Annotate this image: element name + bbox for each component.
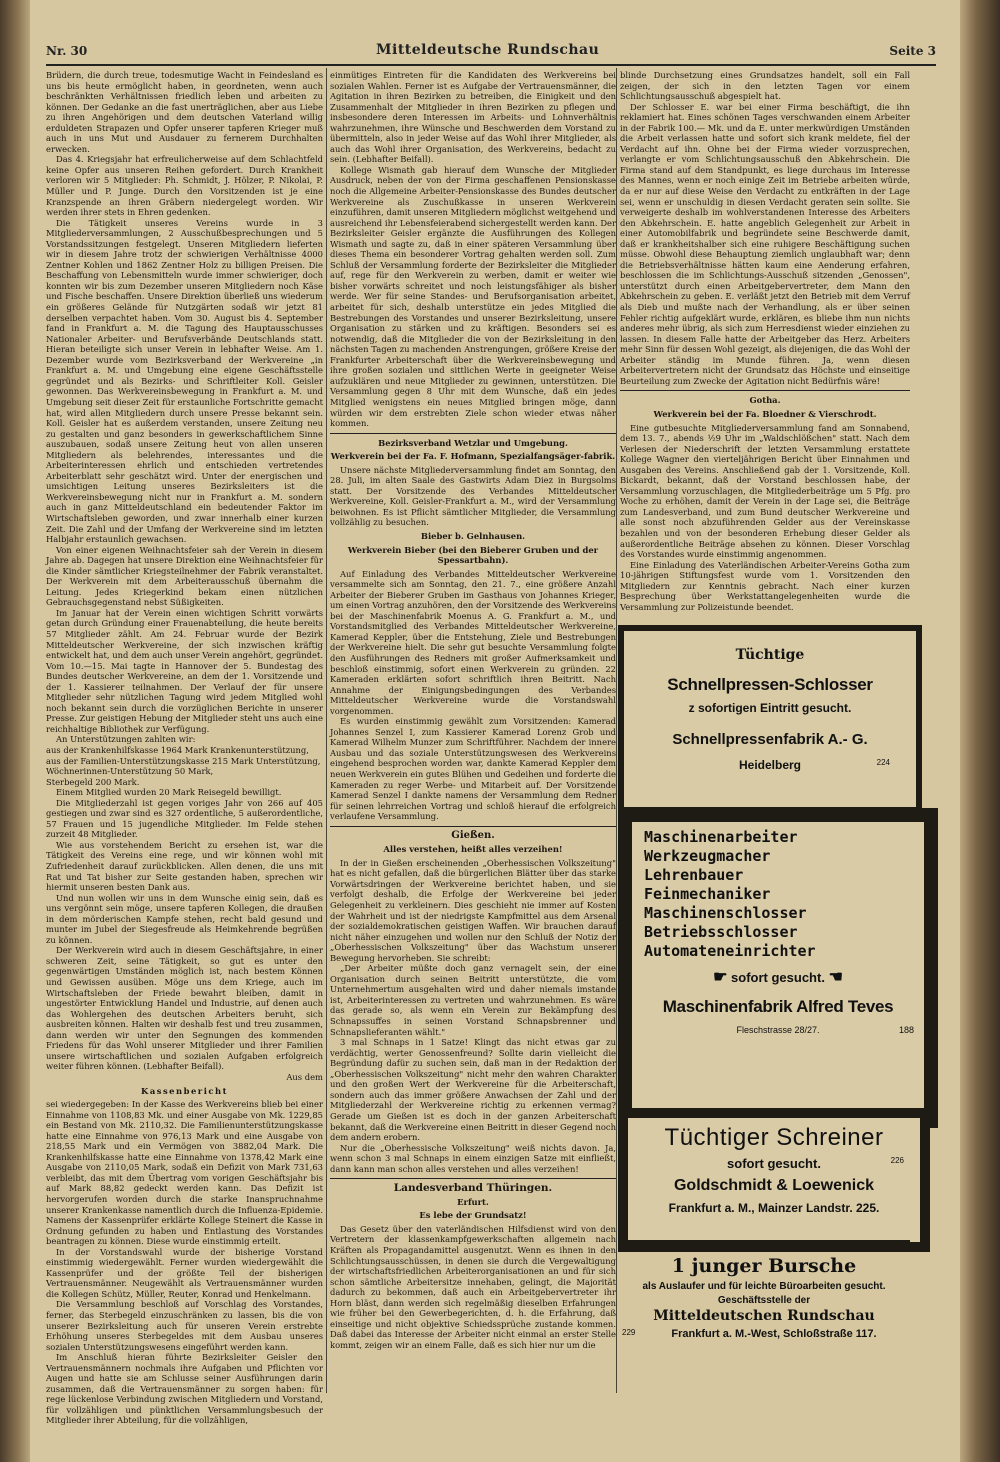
pointing-hand-icon: ☛ [713,969,728,986]
paragraph: Im Anschluß hieran führte Bezirksleiter Geisler den Vertrauensmännern nochmals ihre Aufgaben und Pflichten vor Augen und hatte sie am Schlusse seiner Ausführungen darin zusammen, daß die Vertrauensmänner zu sorgen haben: für rege lückenlose Verbindung zwischen Mitgliedern und Vorstand, für vollzähligen und pünktlichen Versammlungsbesuch der Mitglieder ihrer Abteilung, für die vollzähligen, [46,1352,323,1426]
ad-number: 229 [622,1328,636,1337]
section-subheading: Werkverein Bieber (bei den Bieberer Gruben und der Spessartbahn). [347,544,599,566]
paragraph: Das Gesetz über den vaterländischen Hilfsdienst wird von den Vertretern der klassenkampfgewerkschaften allgemein nach Kräften als Propagandamittel ausgenutzt. Wenn es ihnen in den Schlichtungsausschüssen, in denen sie durch die Vergewaltigung der wirtschaftsfriedlichen Arbeiterorganisationen an und für sich schon sämtliche Arbeitersitze innehaben, gelingt, die Majorität dadurch zu bekommen, daß auch ein Arbeitgebervertreter ihr Horn bläst, dann werden sich regelmäßig dieselben Erfahrungen wie früher bei den Gewerbegerichten, d. h. die Erfahrung, daß einseitige und nicht objektive Schiedssprüche zustande kommen. Daß dabei das Interesse der Arbeiter nicht einmal an erster Stelle kommt, zeigen wir an einem Falle, daß es sich hier nur um die [330,1223,616,1350]
issue-number: Nr. 30 [46,44,88,58]
ad-number: 188 [898,1025,914,1035]
ad-job-item: Feinmechaniker [644,885,771,903]
paragraph: „Der Arbeiter müßte doch ganz vernagelt sein, der eine Organisation durch seinen Beitritt unterstützte, die vom Unternehmertum ausgehalten wird und daher niemals imstande ist, Arbeiterinteressen zu vertreten und wahrzunehmen. Es wäre das gerade so, als wenn ein Verein zur Bekämpfung des Schnapssuffes in seinen Vorstand Schnapsbrenner und Schnapslieferanten wählt." [330,963,616,1037]
paragraph: Kollege Wismath gab hierauf dem Wunsche der Mitglieder Ausdruck, neben der von der Firma geschaffenen Pensionskasse noch die Allgemeine Arbeiter-Pensionskasse des Bundes deutscher Werkvereine als Zuschußkasse in unseren Werkverein einzuführen, damit unseren Mitgliedern möglichst weitgehend und ausreichend ihr Lebensfeierabend sichergestellt werden kann. Der Bezirksleiter Geisler ergänzte die Ausführungen des Kollegen Wismath und sagte zu, daß in einer späteren Versammlung über dieses Thema ein besonderer Vortrag gehalten werden soll. Zum Schluß der Versammlung forderte der Bezirksleiter die Mitglieder auf, rege für den Werkverein zu werben, damit er weiter wie bisher vorwärts schreitet und noch leistungsfähiger als bisher werde. Wer für seine Standes- und Berufsorganisation arbeitet, arbeitet für sich, deshalb unterstütze ein jedes Mitglied die Bestrebungen des Vorstandes und unserer Bezirksleitung, unsere Organisation zu stärken und zu kräftigen. Besonders sei es notwendig, daß die Mitglieder die von der Bezirksleitung in den nächsten Tagen zu machenden Anstrengungen, größere Kreise der Frankfurter Arbeiterschaft über die Werkvereinsbewegung und ihre großen sozialen und sittlichen Werte in geeigneter Weise aufzuklären und neue Mitglieder zu gewinnen, unterstützen. Die Versammlung gegen 8 Uhr mit dem Wunsche, daß ein jedes Mitglied wenigstens ein neues Mitglied bringen möge, dann würden wir dem erstrebten Ziele schon wieder etwas näher kommen. [330,164,616,429]
paragraph: Von einer eigenen Weihnachtsfeier sah der Verein in diesem Jahre ab. Dagegen hat unsere Direktion eine Weihnachtsfeier für die Kinder sämtlicher Kriegsteilnehmer der Fabrik veranstaltet. Der Werkverein mit dem Arbeiterausschuß übernahm die Leitung. Jedes Kriegerkind bekam einen nützlichen Gebrauchsgegenstand nebst Süßigkeiten. [46,544,323,608]
paragraph: Die Tätigkeit unseres Vereins wurde in 3 Mitgliederversammlungen, 2 Ausschußbesprechungen und 5 Vorstandssitzungen festgelegt. Unseren Mitgliedern lieferten wir in diesem Jahre trotz der schwierigen Verhältnisse 4000 Zentner Kohlen und 1862 Zentner Holz zu billigen Preisen. Die Beschaffung von Lebensmitteln wurde immer schwieriger, doch konnten wir bis zum Dezember unseren Mitgliedern noch Käse und Fische beschaffen. Unsere Direktion überließ uns wiederum ein größeres Gelände für Nutzgärten sodaß wir jetzt 81 derselben verpachtet haben. Vom 30. August bis 4. September fand in Frankfurt a. M. die Tagung des Hauptausschusses Nationaler Arbeiter- und Berufsverbände Deutschlands statt. Hieran beteiligte sich unser Verein in lebhafter Weise. Am 1. Dezember wurde vom Bezirksverband der Werkvereine „in Frankfurt a. M. und Umgebung eine eigene Geschäftsstelle gegründet und als Bezirks- und Schriftleiter Koll. Geisler gewonnen. Das Werkvereinsbewegung in Frankfurt a. M. und Umgebung seit dieser Zeit für erstaunliche Fortschritte gemacht hat, wird allen Mitgliedern durch unsere Presse bekannt sein. Koll. Geisler hat es außerdem verstanden, unsere Zeitung neu zu gestalten und ganz besonders in gewerkschaftlichem Sinne auszubauen, sodaß unsere Zeitung heut von allen unseren Mitgliedern als belehrendes, interessantes und die Arbeiterinteressen ehrlich und entschieden vertretendes Arbeiterblatt sehr geschätzt wird. Unter der energischen und umsichtigen Leitung unseres Bezirksleiters ist die Werkvereinsbewegung nicht nur in Frankfurt a. M. sondern auch in ganz Mitteldeutschland ein bedeutender Faktor im Wirtschaftsleben geworden, und zwar innerhalb einer kurzen Zeit. Die Zahl und der Umfang der Werkvereine sind im letzten Halbjahr erstaunlich gewachsen. [46,217,323,545]
ad-job-item: Automateneinrichter [644,942,816,960]
ad-text: sofort gesucht. [731,970,825,985]
paragraph: Der Schlosser E. war bei einer Firma beschäftigt, die ihn reklamiert hat. Eines schönen Tages verschwanden einem Arbeiter in der Fabrik 100.— Mk. und da E. unter merkwürdigen Umständen die Arbeit verlassen hatte und sofort sich krank meldete, fiel der Verdacht auf ihn. Ohne bei der Firma wieder vorzusprechen, verlangte er vom Schlichtungsausschuß den Abkehrschein. Die Firma stand auf dem Standpunkt, es liege durchaus im Interesse des Mannes, wenn er noch einige Zeit im Betriebe arbeiten würde, da er nur auf diese Weise den Verdacht zu entkräften in der Lage sei, wenn er unschuldig in diesen Verdacht geraten sein sollte. Sie verweigerte deshalb im wohlverstandenen Interesse des Arbeiters den Abkehrschein. E. hatte angeblich Gelegenheit zur Arbeit in einer Automobilfabrik und begründete seine Beschwerde damit, daß er krankheitshalber sich eine ruhigere Beschäftigung suchen müsse. Obwohl diese Behauptung ziemlich unglaubhaft war; denn die Betriebsverhältnisse hätten kaum eine Aenderung erfahren, beschlossen die im Schlichtungs-Ausschuß sitzenden „Genossen", unterstützt durch einen Arbeitgebervertreter, dem Mann den Abkehrschein zu geben. E. verläßt jetzt den Betrieb mit dem Verruf als Dieb und mußte nach der Verhandlung, als er über seinen Fehler richtig aufgeklärt wurde, erklären, es bliebe ihm nun nichts anderes mehr übrig, als sich zum Herresdienst wieder einziehen zu lassen. In diesem Falle hatte der Arbeitgeber das Herz. Arbeiters mehr Sinn für dessen Wohl gezeigt, als diejenigen, die das Wohl der Arbeiter ständig im Munde führen. Ja, wenn diesen Arbeitervertretern nicht der Grundsatz das Höchste und einseitige Beurteilung zum Zwecke der Agitation nicht Bedürfnis wäre! [620,101,910,386]
advertisement-bursche [618,1240,910,1388]
paragraph: Der Werkverein wird auch in diesem Geschäftsjahre, in einer schweren Zeit, seine Tätigkeit, so gut es unter den gegenwärtigen Umständen möglich ist, nach bestem Können und Gewissen ausüben. Möge uns dem Kriege, auch im Wirtschaftsleben der Friede bewahrt bleiben, damit in ungestörter Entwicklung Handel und Industrie, auf denen auch das Wohlergehen des deutschen Arbeiters beruht, sich ausbreiten können. Halten wir deshalb fest und treu zusammen, dann werden wir unter den Segnungen des kommenden Friedens für das Wohl unserer Mitglieder und ihrer Familien unsere wirtschaftlichen und sozialen Aufgaben erfolgreich weiter führen können. (Lebhafter Beifall). [46,945,323,1072]
section-heading: Gotha. [749,395,781,406]
divider [330,826,616,827]
column-2 [330,70,616,1390]
section-subheading: Werkverein bei der Fa. Bloedner & Vierschrodt. [653,408,877,419]
paragraph: Das 4. Kriegsjahr hat erfreulicherweise auf dem Schlachtfeld keine Opfer aus unseren Reihen gefordert. Durch Krankheit verloren wir 5 Mitglieder: Ph. Schmidt, J. Hölzer, P. Nikolai, P. Müller und P. Junge. Durch den Vorsitzenden ist je eine Kranzspende an ihren Gräbern niedergelegt worden. Wir werden ihrer stets in Ehren gedenken. [46,154,323,218]
paragraph: Die Mitgliederzahl ist gegen voriges Jahr von 266 auf 405 gestiegen und zwar sind es 327 ordentliche, 5 außerordentliche, 57 Frauen und 15 jugendliche Mitglieder. Im Felde stehen zurzeit 48 Mitglieder. [46,797,323,840]
ad-text: Schnellpressenfabrik A.- G. [672,731,868,748]
paragraph: Es wurden einstimmig gewählt zum Vorsitzenden: Kamerad Johannes Senzel I, zum Kassierer Kamerad Lorenz Grob und Kamerad Wilhelm Munzer zum Schriftführer. Nachdem der innere Ausbau und das soziale Unterstützungswesen des Werkvereins eingehend besprochen worden war, dankte Kamerad Keppler dem neuen Werkverein ein gutes Blühen und Gedeihen und forderte die Kameraden zu reger Werbe- und Mitarbeit auf. Der Vorsitzende Kamerad Senzel I dankte namens der Versammlung dem Redner für seinen lehrreichen Vortrag und schloß hierauf die erfolgreich verlaufene Versammlung. [330,716,616,822]
column-divider [326,68,327,1393]
ad-headline: Tüchtiger Schreiner [664,1124,884,1151]
ad-job-item: Werkzeugmacher [644,847,771,865]
ad-text: als Auslaufer und für leichte Büroarbeiten gesucht. [642,1281,886,1292]
ad-text: Geschäftsstelle der [717,1295,811,1306]
column-divider [616,68,617,1393]
ad-sofort-line [628,1156,920,1171]
ad-text: Mitteldeutschen Rundschau [653,1308,875,1324]
book-gutter [0,0,30,1462]
ad-firm: Maschinenfabrik Alfred Teves [662,997,894,1016]
paragraph: Unsere nächste Mitgliederversammlung findet am Sonntag, den 28. Juli, im alten Saale des Gastwirts Adam Diez in Burgsolms statt. Der Vorsitzende des Verbandes Mitteldeutscher Werkvereine, Koll. Geisler-Frankfurt a. M., wird der Versammlung beiwohnen. Es ist Pflicht sämtlicher Mitglieder, die Versammlung vollzählig zu besuchen. [330,464,616,528]
section-heading: Landesverband Thüringen. [393,1182,553,1195]
paragraph: Im Januar hat der Verein einen wichtigen Schritt vorwärts getan durch Gründung einer Frauenabteilung, die heute bereits 57 Mitglieder zählt. Am 24. Februar wurde der Bezirk Mitteldeutscher Werkvereine, der sich inzwischen kräftig entwickelt hat, und dem auch unser Verein angehört, gegründet. Vom 10.—15. Mai tagte in Hannover der 5. Bundestag des Bundes deutscher Werkvereine, an dem der 1. Vorsitzende und der 1. Kassierer teilnahmen. Der Verlauf der für unsere Mitglieder sehr nützlichen Tagung wird jedem Mitglied wohl noch bekannt sein durch die vorzüglichen Berichte in unserer Presse. Zur geistigen Hebung der Mitglieder steht uns auch eine reichhaltige Bibliothek zur Verfügung. [46,607,323,734]
ad-job-item: Betriebsschlosser [644,923,798,941]
section-subheading: Erfurt. [457,1196,489,1207]
divider [330,433,616,434]
column-1 [46,70,323,1426]
section-subheading: Es lebe der Grundsatz! [419,1210,527,1221]
divider [330,1178,616,1179]
section-heading: Gießen. [451,829,495,841]
page-sheet [30,0,962,1462]
ad-text: Tüchtige [735,647,805,663]
section-heading: Bieber b. Gelnhausen. [420,530,526,541]
ad-firm: Goldschmidt & Loewenick [673,1177,875,1194]
paragraph: 3 mal Schnaps in 1 Satze! Klingt das nicht etwas gar zu verdächtig, werter Genossenfreund? Sollte darin vielleicht die Begründung dafür zu suchen sein, daß man in der Redaktion der „Oberhessischen Volkszeitung" nicht mehr den wahren Charakter und den großen Wert der Werkvereine für die Arbeiterschaft, sondern auch das immer größere Anwachsen der Zahl und der Mitgliederzahl der Werkvereine richtig zu erkennen vermag? Gerade um Gießen ist es doch in der ganzen Arbeiterschaft bekannt, daß die Werkvereine einen Beitritt in dieser Gegend noch dem andern erobern. [330,1037,616,1143]
paragraph: In der Vorstandswahl wurde der bisherige Vorstand einstimmig wiedergewählt. Ferner wurden wiedergewählt die Kassenprüfer und der größte Teil der bisherigen Vertrauensmänner. Neugewählt als Vertrauensmänner wurden die Kollegen Schütz, Müller, Reuter, Konrad und Henkelmann. [46,1246,323,1299]
section-subheading: Alles verstehen, heißt alles verzeihen! [383,844,563,855]
pointing-hand-icon: ☚ [828,969,843,986]
section-heading: Kassenbericht [141,1085,228,1096]
ad-job-item: Maschinenschlosser [644,904,807,922]
ad-text: Fleschstrasse 28/27. [736,1025,820,1035]
paragraph: Auf Einladung des Verbandes Mitteldeutscher Werkvereine versammelte sich am Sonntag, den 21. 7., eine größere Anzahl Arbeiter der Bieberer Gruben im Gasthaus von Johannes Krieger, um einen Vortrag anzuhören, den der Vorsitzende des Werkvereins bei der Maschinenfabrik Moenus A. G. Frankfurt a. M., und Vorstandsmitglied des Verbandes Mitteldeutscher Werkvereine, Kamerad Keppler, über die Entstehung, Ziele und Bestrebungen der Werkvereine hielt. Die sehr gut besuchte Versammlung folgte den Ausführungen des Redners mit großer Aufmerksamkeit und beschloß einstimmig, sofort einen Werkverein zu gründen. 22 Kameraden erklärten sofort schriftlich ihren Beitritt. Nach Annahme der Einigungsbedingungen des Verbandes Mitteldeutscher Werkvereine wurde die Vorstandswahl vorgenommen. [330,568,616,716]
ad-text: Frankfurt a. M.-West, Schloßstraße 117. [671,1328,877,1340]
paragraph: Eine Einladung des Vaterländischen Arbeiter-Vereins Gotha zum 10-jährigen Stiftungsfest wurde vom 1. Vorsitzenden den Mitgliedern zur Kenntnis gebracht. Nach einer kurzen Besprechung über Werkstattangelegenheiten wurde die Versammlung zur Polizeistunde beendet. [620,559,910,612]
ad-address-line [618,1328,910,1340]
column-3 [620,70,910,625]
ad-sofort-line [632,967,924,987]
paragraph: sei wiedergegeben: In der Kasse des Werkvereins blieb bei einer Einnahme von 1108,83 Mk. und einer Ausgabe von Mk. 1229,85 ein Bestand von Mk. 2110,32. Die Familienunterstützungskasse hatte eine Einnahme von 976,13 Mark und eine Ausgabe von 218,55 Mark und ein Vermögen von 3882,04 Mark. Die Krankenhilfskasse hatte eine Einnahme von 1378,42 Mark eine Ausgabe von 2110,05 Mark, sodaß ein Defizit von Mark 731,63 verbleibt, das mit dem Übertrag vom vorigen Geschäftsjahr bis auf Mark 88,82 gedeckt werden kann. Das Defizit ist hervorgerufen worden durch die starke Inanspruchnahme unserer Krankenkasse namentlich durch die Influenza-Epidemie. Namens der Kassenprüfer erklärte Kollege Steinert die Kasse in Ordnung gefunden zu haben und Entlastung des Vorstandes beantragen zu können. Diese wurde einstimmig erteilt. [46,1099,323,1247]
ad-city-line [624,758,916,772]
ad-address-line [632,1025,924,1035]
section-heading: Bezirksverband Wetzlar und Umgebung. [378,437,568,448]
paragraph: Brüdern, die durch treue, todesmutige Wacht in Feindesland es uns bis heute ermöglicht haben, in geordneten, wenn auch beschränkten Verhältnissen friedlich leben und arbeiten zu können. Der Gedanke an die fast unerträglichen, aber aus Liebe zu ihren Angehörigen und dem deutschen Vaterland willig erduldeten Strapazen und Opfer unserer tapferen Krieger muß auch in uns Mut und Ausdauer zu fernerem Durchhalten erwecken. [46,70,323,154]
advertisement-teves [618,808,938,1128]
ad-job-item: Maschinenarbeiter [644,828,798,846]
advertisement-goldschmidt [618,1108,930,1252]
ad-text: Schnellpressen-Schlosser [667,675,873,694]
ad-number: 224 [876,758,890,767]
ad-text: sofort gesucht. [727,1156,821,1171]
paragraph: Nur die „Oberhessische Volkszeitung" weiß nichts davon. Ja, wenn schon 3 mal Schnaps in einem einzigen Satze mit einfließt, dann kann man schon alles verstehen und alles verzeihen! [330,1142,616,1174]
paragraph: Die Versammlung beschloß auf Vorschlag des Vorstandes, ferner, das Sterbegeld einzuschränken zu lassen, bis die von unserer Bezirksleitung auch für unseren Verein erstrebte Erhöhung unseres Sterbegeldes mit dem Ausbau unseres sozialen Unterstützungswesens eingeführt werden kann. [46,1299,323,1352]
ad-headline: 1 junger Bursche [671,1255,857,1277]
paragraph: blinde Durchsetzung eines Grundsatzes handelt, soll ein Fall zeigen, der sich in den letzten Tagen vor einem Schlichtungsausschuß abgespielt hat. [620,70,910,102]
paragraph: Aus dem [286,1071,323,1082]
advertisement-schnellpressen [618,625,922,813]
page-header [46,42,946,62]
section-subheading: Werkverein bei der Fa. F. Hofmann, Spezialfangsäger-fabrik. [330,451,616,462]
paragraph: einmütiges Eintreten für die Kandidaten des Werkvereins bei sozialen Wahlen. Ferner ist es Aufgabe der Vertrauensmänner, die Agitation in ihren Bezirken zu betreiben, die Einigkeit und den Zusammenhalt der Mitglieder in ihren Bezirken zu pflegen und insbesondere deren Interessen im Arbeits- und Lohnverhältnis wahrzunehmen, ihre Wünsche und Beschwerden dem Vorstand zu übermitteln, also in jeder Weise auf das Wohl ihrer Mitglieder, als auch das Wohl ihrer Organisation, des Werkvereins, bedacht zu sein. (Lebhafter Beifall). [330,70,616,165]
ad-text: Heidelberg [738,758,801,772]
paragraph: Einem Mitglied wurden 20 Mark Reisegeld bewilligt. [56,787,282,798]
paragraph: Und nun wollen wir uns in dem Wunsche einig sein, daß es uns vergönnt sein möge, unsere tapferen Kollegen, die draußen in dem mörderischen Kampfe stehen, recht bald gesund und munter im Jubel der Siegesfreude als Heimkehrende begrüßen zu können. [46,892,323,945]
newspaper-title: Mitteldeutsche Rundschau [376,42,600,58]
ad-job-item: Lehrenbauer [644,866,744,884]
paragraph: Eine gutbesuchte Mitgliederversammlung fand am Sonnabend, dem 13. 7., abends ½9 Uhr im „Waldschlößchen" statt. Nach dem Verlesen der Niederschrift der letzten Versammlung erstattete Kollege Wagner den vierteljährigen Bericht über Einnahmen und Ausgaben des Vereins. Anschließend gab der 1. Vorsitzende, Koll. Bickardt, bekannt, daß der Vorstand beschlossen habe, der Versammlung vorzuschlagen, die Mitgliederbeiträge um 5 Pfg. pro Woche zu erhöhen, damit der Verein in der Lage sei, die Beiträge zum Landesverband, und zum Bund deutscher Werkvereine und alle sonst noch abzuführenden Gelder aus der Vereinskasse bezahlen und von der besonderen Erhebung dieser Gelder als außerordentliche Beiträge absehen zu können. Dieser Vorschlag des Vorstandes wurde einstimmig angenommen. [620,422,910,560]
paragraph: In der in Gießen erscheinenden „Oberhessischen Volkszeitung" hat es nicht gefallen, daß die bürgerlichen Blätter über das starke Vorwärtsdringen der Werkvereine berichtet haben, und sie verfolgt deshalb, die Erfolge der Werkvereine bei jeder Gelegenheit zu verkleinern. Dies geschieht nie immer auf Kosten der Wahrheit und ist der niedrigste Kampfmittel aus dem Arsenal der sozialdemokratischen geistigen Waffen. Wir brauchen darauf nicht näher einzugehen und wollen nur den Schluß der Notiz der „Oberhessischen Volkszeitung" über das Wachstum unserer Bewegung hervorheben. Sie schreibt: [330,857,616,963]
paragraph: An Unterstützungen zahlten wir: aus der Krankenhilfskasse 1964 Mark Krankenunterstützung, aus der Familien-Unterstützungskasse 215 Mark Unterstützung, Wöchnerinnen-Unterstützung 50 Mark, Sterbegeld 200 Mark. [46,734,321,787]
ad-number: 226 [890,1156,904,1165]
paragraph: Wie aus vorstehendem Bericht zu ersehen ist, war die Tätigkeit des Vereins eine rege, und wir können wohl mit Zufriedenheit darauf zurückblicken. Allen denen, die uns mit Rat und Tat bisher zur Seite gestanden haben, sprechen wir hiermit unseren besten Dank aus. [46,839,323,893]
ad-job-list [632,828,924,961]
page-number: Seite 3 [889,44,936,58]
book-binding-edge [960,0,1000,1462]
ad-text: z sofortigen Eintritt gesucht. [688,701,852,715]
ad-address: Frankfurt a. M., Mainzer Landstr. 225. [668,1201,880,1215]
divider [620,390,910,391]
header-rule [46,64,936,66]
